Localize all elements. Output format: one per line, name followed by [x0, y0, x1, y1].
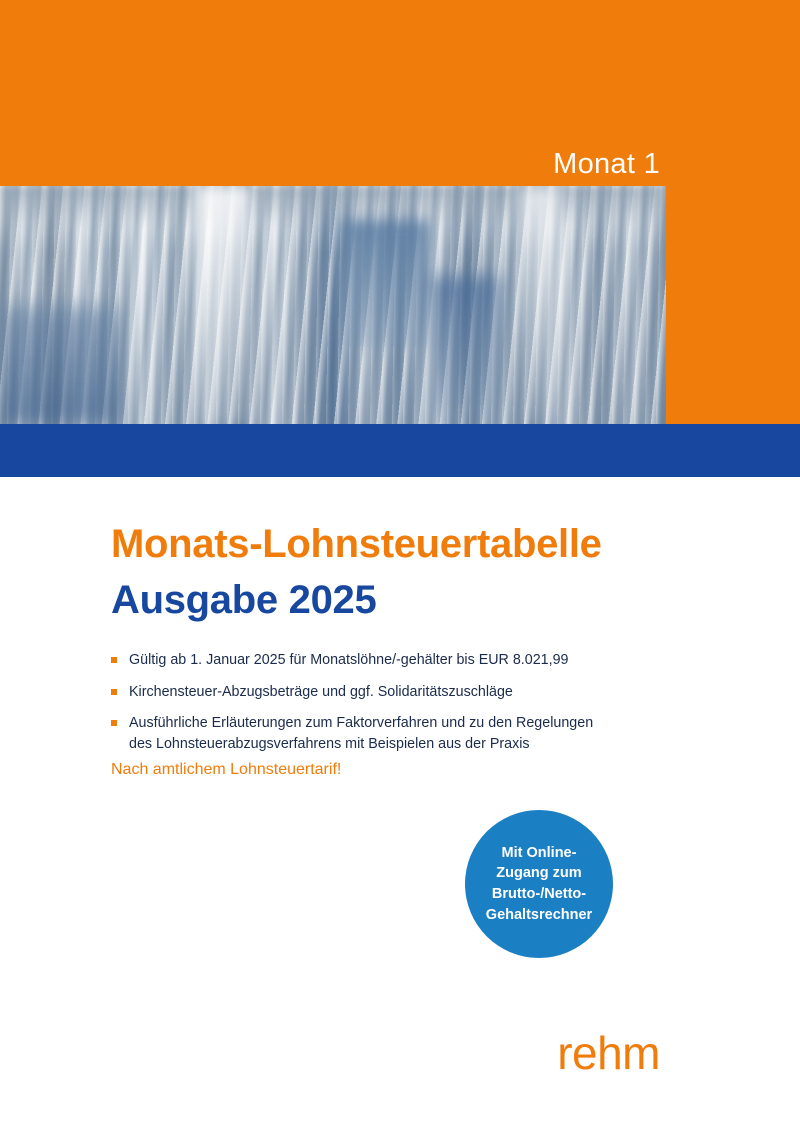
cover-photo	[0, 186, 666, 424]
photo-blue-block-c	[0, 306, 120, 424]
list-item	[111, 650, 671, 671]
page-subtitle: Ausgabe 2025	[111, 578, 377, 622]
feature-list	[111, 650, 671, 766]
photo-light-column-left	[196, 186, 250, 424]
bullet-square-icon	[111, 657, 117, 663]
list-item-label: Gültig ab 1. Januar 2025 für Monatslöhne/-gehälter bis EUR 8.021,99	[129, 652, 569, 668]
list-item	[111, 682, 671, 703]
photo-blue-block-a	[342, 220, 430, 348]
blue-divider-band	[0, 424, 800, 477]
list-item-label: Ausführliche Erläuterungen zum Faktorverfahren und zu den Regelungen	[129, 715, 594, 732]
photo-light-column-right	[520, 186, 560, 424]
list-item-label-line2: des Lohnsteuerabzugsverfahrens mit Beispielen aus der Praxis	[129, 736, 530, 753]
edition-label: Monat 1	[553, 148, 660, 180]
page-title: Monats-Lohnsteuertabelle	[111, 522, 602, 566]
tagline: Nach amtlichem Lohnsteuertarif!	[111, 761, 342, 778]
photo-top-shade	[0, 186, 666, 226]
bullet-square-icon	[111, 720, 117, 726]
list-item	[111, 713, 671, 754]
online-access-badge	[465, 810, 613, 958]
badge-line-4: Gehaltsrechner	[485, 906, 593, 923]
badge-line-1: Mit Online-	[501, 844, 577, 861]
list-item-label: Kirchensteuer-Abzugsbeträge und ggf. Solidaritätszuschläge	[129, 683, 513, 700]
bullet-square-icon	[111, 689, 117, 695]
badge-line-2: Zugang zum	[496, 865, 582, 882]
photo-blue-block-b	[430, 276, 500, 424]
badge-line-3: Brutto-/Netto-	[491, 886, 587, 902]
publisher-logo: rehm	[557, 1027, 660, 1079]
